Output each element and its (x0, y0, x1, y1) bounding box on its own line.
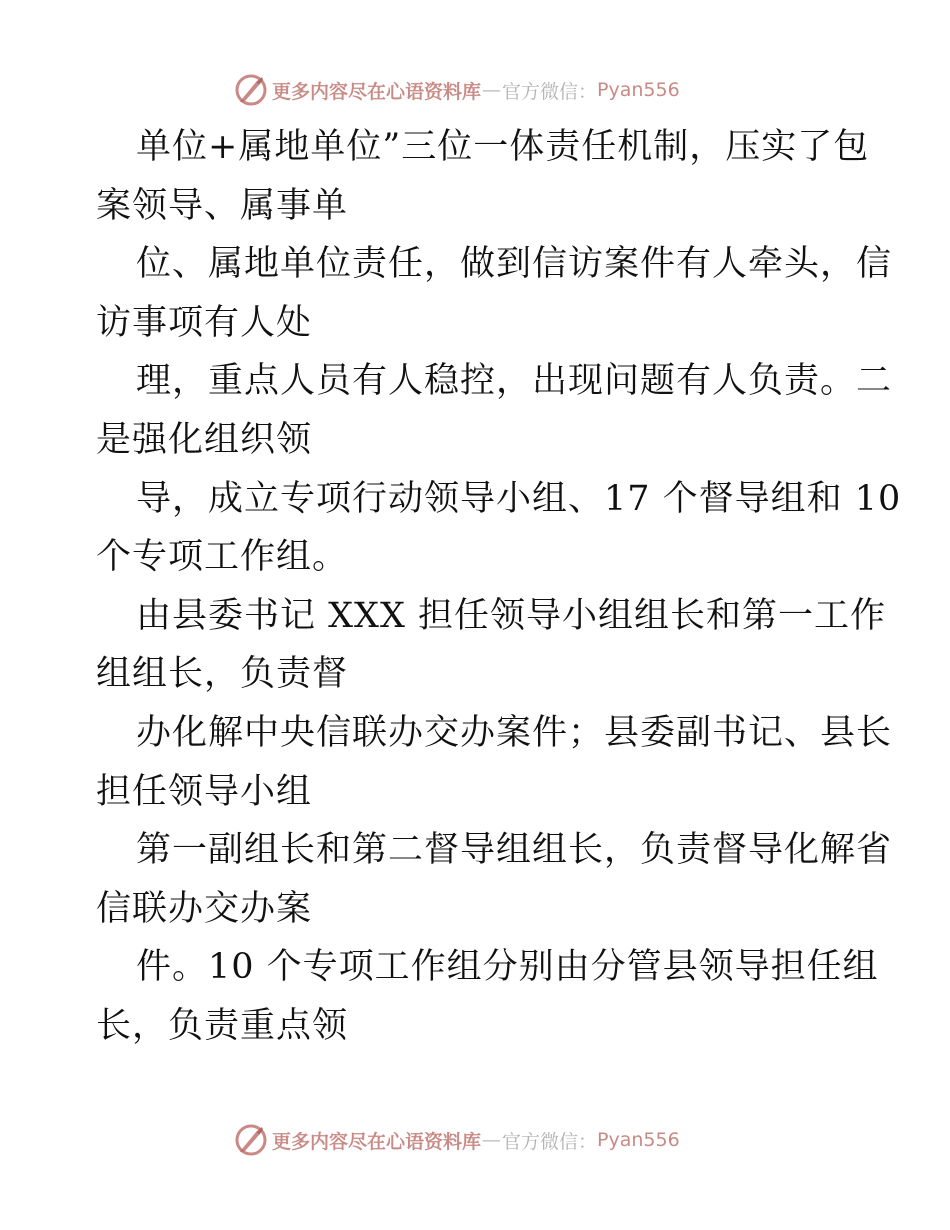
watermark-label: 官方微信： (502, 1130, 598, 1153)
watermark-wechat-id: Pyan556 (597, 1129, 680, 1151)
text-line: 单位+属地单位”三位一体责任机制，压实了包 (136, 127, 870, 167)
text-line: 办化解中央信联办交办案件；县委副书记、县长 (136, 712, 893, 753)
text-line: 长，负责重点领 (96, 1005, 349, 1046)
watermark-label: 官方微信： (502, 80, 598, 103)
text-line: 位、属地单位责任，做到信访案件有人牵头，信 (136, 244, 893, 285)
header-watermark (234, 73, 680, 107)
watermark-dash: — (482, 1129, 502, 1151)
text-line: 组组长，负责督 (96, 654, 349, 695)
watermark-dash: — (482, 79, 502, 101)
text-line: 访事项有人处 (96, 302, 313, 343)
text-line: 件。10 个专项工作组分别由分管县领导担任组 (136, 947, 879, 988)
text-line: 第一副组长和第二督导组组长，负责督导化解省 (136, 830, 893, 871)
watermark-brand-text: 更多内容尽在心语资料库 (272, 1130, 482, 1153)
watermark-brand-text: 更多内容尽在心语资料库 (272, 80, 482, 103)
document-body (96, 118, 902, 1056)
quill-logo-icon (234, 1123, 268, 1157)
watermark-wechat-id: Pyan556 (597, 79, 680, 101)
text-line: 信联办交办案 (96, 888, 313, 929)
text-line: 案领导、属事单 (96, 185, 349, 226)
footer-watermark (234, 1123, 680, 1157)
text-line: 个专项工作组。 (96, 537, 349, 578)
text-line: 是强化组织领 (96, 419, 313, 460)
text-line: 导，成立专项行动领导小组、17 个督导组和 10 (136, 478, 902, 519)
text-line: 理，重点人员有人稳控，出现问题有人负责。二 (136, 361, 893, 402)
text-line: 担任领导小组 (96, 771, 313, 812)
quill-logo-icon (234, 73, 268, 107)
text-line: 由县委书记 XXX 担任领导小组组长和第一工作 (136, 595, 887, 636)
